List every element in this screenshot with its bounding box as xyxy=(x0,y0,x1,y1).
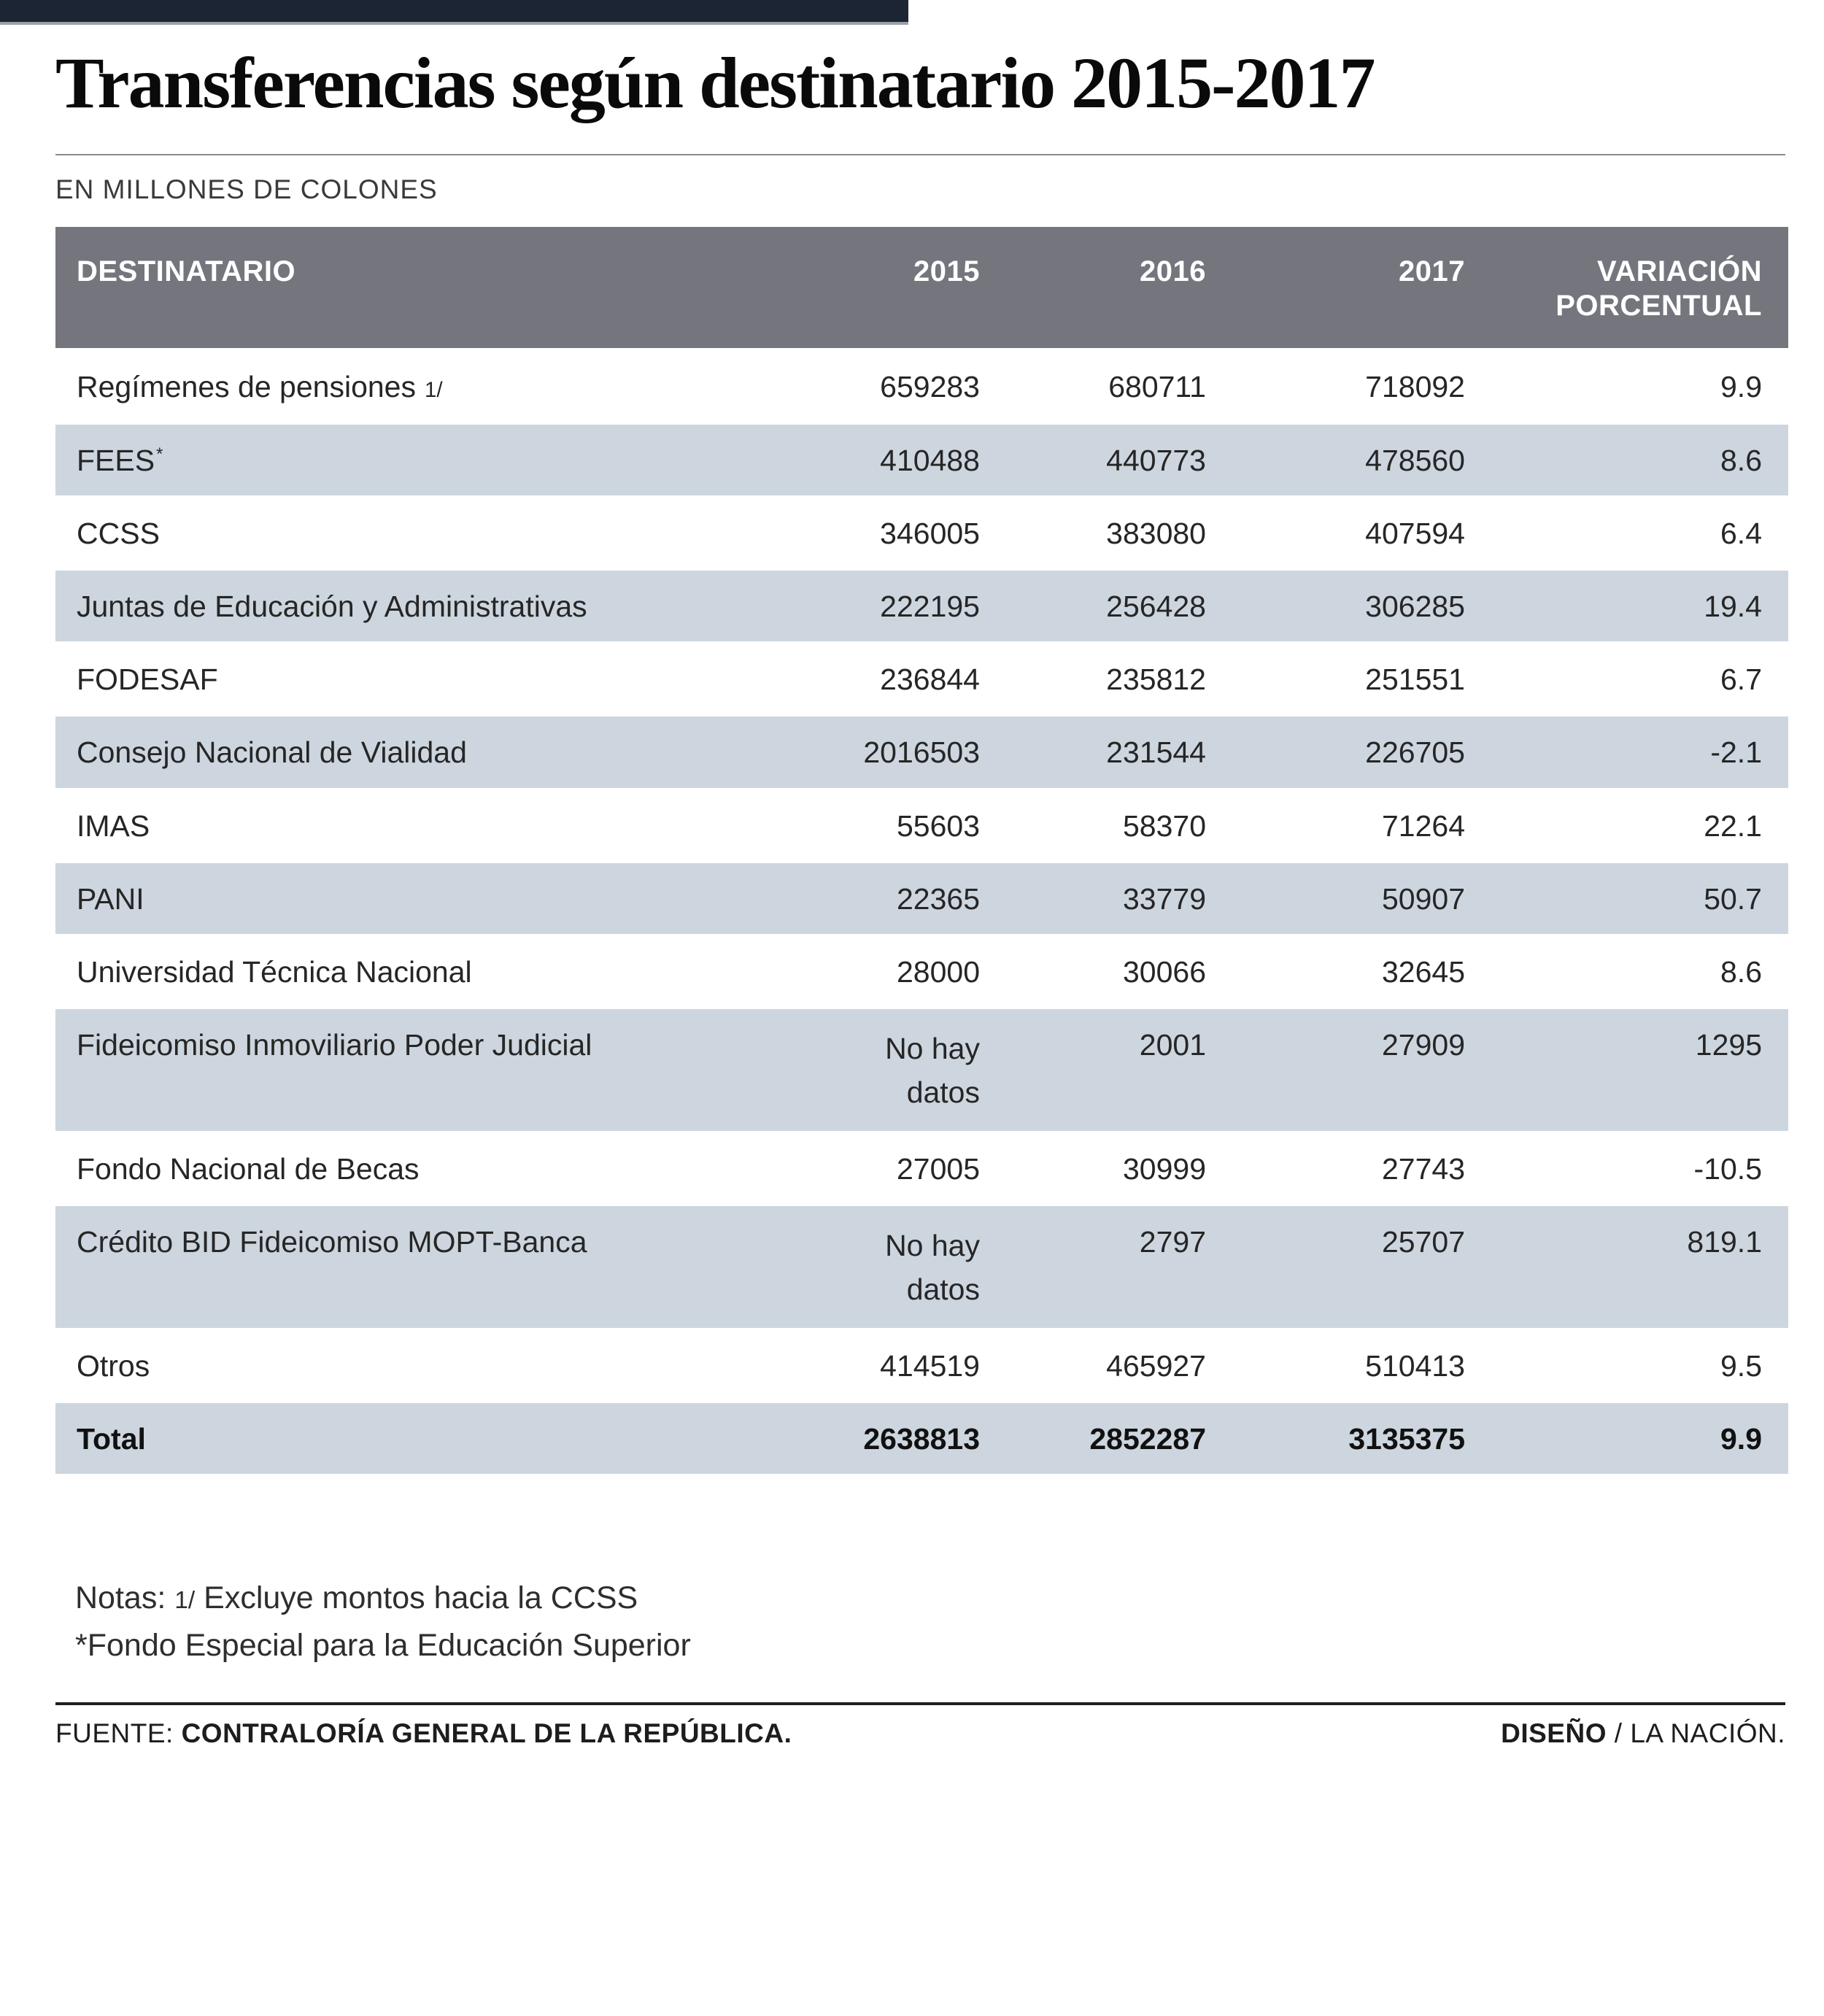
value-variacion: 6.4 xyxy=(1471,496,1788,569)
value-variacion: 9.5 xyxy=(1471,1329,1788,1402)
table-row xyxy=(55,1132,1788,1205)
value-variacion: 1295 xyxy=(1471,1008,1788,1132)
title-rule xyxy=(55,154,1785,155)
notes-line-2: *Fondo Especial para la Educación Superior xyxy=(75,1627,691,1663)
value-variacion: 19.4 xyxy=(1471,569,1788,642)
value-2016: 2852287 xyxy=(986,1402,1212,1475)
value-2016: 30066 xyxy=(986,935,1212,1008)
page-title: Transferencias según destinatario 2015-2017 xyxy=(55,42,1375,123)
table-row xyxy=(55,423,1788,496)
value-2015: 659283 xyxy=(705,349,986,423)
no-data-value: No hay datos xyxy=(885,1229,980,1306)
table-header-row xyxy=(55,227,1788,349)
value-2015: 346005 xyxy=(705,496,986,569)
value-2015: 27005 xyxy=(705,1132,986,1205)
value-2016: 58370 xyxy=(986,789,1212,862)
row-label: Juntas de Educación y Administrativas xyxy=(55,569,705,642)
column-header-2016: 2016 xyxy=(986,227,1212,349)
value-2015: 410488 xyxy=(705,423,986,496)
table-body xyxy=(55,349,1788,1475)
value-variacion: 6.7 xyxy=(1471,643,1788,716)
value-2017: 27909 xyxy=(1212,1008,1471,1132)
value-2016: 256428 xyxy=(986,569,1212,642)
row-label: Crédito BID Fideicomiso MOPT-Banca xyxy=(55,1205,705,1329)
value-2017: 27743 xyxy=(1212,1132,1471,1205)
value-2017: 306285 xyxy=(1212,569,1471,642)
row-label: CCSS xyxy=(55,496,705,569)
row-label: Otros xyxy=(55,1329,705,1402)
notes xyxy=(55,1575,1785,1669)
notes-text-1: Excluye montos hacia la CCSS xyxy=(195,1580,638,1616)
value-2015: 28000 xyxy=(705,935,986,1008)
value-2017: 478560 xyxy=(1212,423,1471,496)
value-2016: 2797 xyxy=(986,1205,1212,1329)
column-header-variacion: VARIACIÓN PORCENTUAL xyxy=(1471,227,1788,349)
value-variacion: 50.7 xyxy=(1471,862,1788,935)
value-2016: 2001 xyxy=(986,1008,1212,1132)
column-header-2017: 2017 xyxy=(1212,227,1471,349)
table-row xyxy=(55,935,1788,1008)
content xyxy=(0,41,1824,1749)
source-label: FUENTE: xyxy=(55,1718,182,1749)
no-data-value: No hay datos xyxy=(885,1032,980,1109)
value-2017: 71264 xyxy=(1212,789,1471,862)
value-variacion: 8.6 xyxy=(1471,935,1788,1008)
value-2017: 50907 xyxy=(1212,862,1471,935)
row-label: FEES* xyxy=(55,423,705,496)
value-2017: 25707 xyxy=(1212,1205,1471,1329)
value-variacion: 819.1 xyxy=(1471,1205,1788,1329)
row-label: Fideicomiso Inmoviliario Poder Judicial xyxy=(55,1008,705,1132)
top-accent-bar xyxy=(0,0,908,25)
row-label: PANI xyxy=(55,862,705,935)
table-row xyxy=(55,1329,1788,1402)
footer-rule xyxy=(55,1702,1785,1705)
value-2016: 383080 xyxy=(986,496,1212,569)
notes-prefix: Notas: xyxy=(75,1580,175,1616)
value-2017: 226705 xyxy=(1212,716,1471,789)
value-2016: 235812 xyxy=(986,643,1212,716)
row-label: Consejo Nacional de Vialidad xyxy=(55,716,705,789)
design-credit xyxy=(1501,1718,1785,1749)
value-variacion: 9.9 xyxy=(1471,349,1788,423)
table-row-total xyxy=(55,1402,1788,1475)
column-header-destinatario: DESTINATARIO xyxy=(55,227,705,349)
table-row xyxy=(55,1205,1788,1329)
row-label: Total xyxy=(55,1402,705,1475)
design-name: / LA NACIÓN. xyxy=(1606,1718,1785,1749)
table-row xyxy=(55,789,1788,862)
table-row xyxy=(55,349,1788,423)
value-2017: 32645 xyxy=(1212,935,1471,1008)
row-label: IMAS xyxy=(55,789,705,862)
row-label-suffix: * xyxy=(156,444,163,464)
design-label: DISEÑO xyxy=(1501,1718,1607,1749)
value-variacion: -10.5 xyxy=(1471,1132,1788,1205)
value-2017: 510413 xyxy=(1212,1329,1471,1402)
value-2016: 465927 xyxy=(986,1329,1212,1402)
column-header-2015: 2015 xyxy=(705,227,986,349)
unit-label: EN MILLONES DE COLONES xyxy=(55,174,438,204)
table-row xyxy=(55,569,1788,642)
table-row xyxy=(55,1008,1788,1132)
value-variacion: 9.9 xyxy=(1471,1402,1788,1475)
value-2015 xyxy=(705,1205,986,1329)
value-variacion: 8.6 xyxy=(1471,423,1788,496)
notes-line-1 xyxy=(75,1575,1785,1622)
value-variacion: -2.1 xyxy=(1471,716,1788,789)
table-row xyxy=(55,862,1788,935)
value-2015: 414519 xyxy=(705,1329,986,1402)
footer xyxy=(55,1718,1785,1749)
row-label: FODESAF xyxy=(55,643,705,716)
notes-marker: 1/ xyxy=(174,1587,196,1615)
value-2016: 33779 xyxy=(986,862,1212,935)
row-label-suffix: 1/ xyxy=(424,378,443,403)
value-2016: 440773 xyxy=(986,423,1212,496)
value-2015 xyxy=(705,1008,986,1132)
value-2017: 407594 xyxy=(1212,496,1471,569)
value-2017: 718092 xyxy=(1212,349,1471,423)
value-2015: 2016503 xyxy=(705,716,986,789)
table-row xyxy=(55,716,1788,789)
value-2017: 3135375 xyxy=(1212,1402,1471,1475)
value-2016: 680711 xyxy=(986,349,1212,423)
table-row xyxy=(55,496,1788,569)
value-2016: 231544 xyxy=(986,716,1212,789)
value-2015: 2638813 xyxy=(705,1402,986,1475)
value-variacion: 22.1 xyxy=(1471,789,1788,862)
value-2015: 222195 xyxy=(705,569,986,642)
value-2016: 30999 xyxy=(986,1132,1212,1205)
table-row xyxy=(55,643,1788,716)
row-label: Fondo Nacional de Becas xyxy=(55,1132,705,1205)
row-label: Universidad Técnica Nacional xyxy=(55,935,705,1008)
row-label: Regímenes de pensiones 1/ xyxy=(55,349,705,423)
source-credit xyxy=(55,1718,792,1749)
table-header xyxy=(55,227,1788,349)
value-2017: 251551 xyxy=(1212,643,1471,716)
source-name: CONTRALORÍA GENERAL DE LA REPÚBLICA. xyxy=(181,1718,792,1749)
data-table xyxy=(55,227,1788,1476)
value-2015: 22365 xyxy=(705,862,986,935)
value-2015: 236844 xyxy=(705,643,986,716)
value-2015: 55603 xyxy=(705,789,986,862)
